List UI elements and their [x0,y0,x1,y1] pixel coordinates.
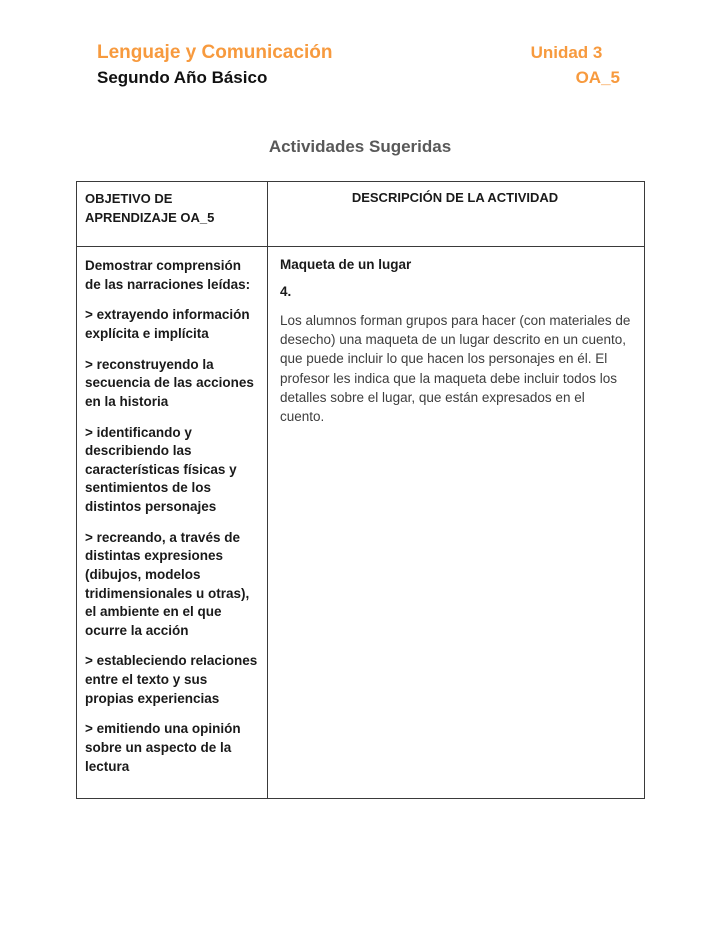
table-header-row [77,182,645,247]
page-title: Actividades Sugeridas [268,137,452,157]
objective-cell [77,247,268,799]
description-column-header: DESCRIPCIÓN DE LA ACTIVIDAD [268,182,645,247]
activity-description: Los alumnos forman grupos para hacer (con materiales de desecho) una maqueta de un lugar descrito en un cuento, que puede incluir lo que hacen los personajes en él. El profesor les indica que la maqueta debe incluir todos los detalles sobre el lugar, que están expresados en el cuento. [280,313,631,424]
objective-item: > recreando, a través de distintas expresiones (dibujos, modelos tridimensionales u otras), el ambiente en el que ocurre la acción [85,529,250,638]
subject-title: Lenguaje y Comunicación [97,42,333,63]
objective-item: > reconstruyendo la secuencia de las acciones en la historia [85,356,254,409]
table-body-row [77,247,645,799]
objective-intro: Demostrar comprensión de las narraciones leídas: [85,258,251,292]
grade-title: Segundo Año Básico [97,67,268,87]
document-header [0,40,720,89]
header-left [97,40,332,89]
objective-column-header: OBJETIVO DE APRENDIZAJE OA_5 [77,182,268,247]
objective-item: > extrayendo información explícita e implícita [85,307,250,341]
objective-item: > estableciendo relaciones entre el texto y sus propias experiencias [85,653,258,706]
objective-item: > emitiendo una opinión sobre un aspecto de la lectura [85,721,241,774]
oa-label: OA_5 [575,67,620,87]
activity-cell [268,247,645,799]
activity-title: Maqueta de un lugar [280,257,412,273]
activities-table [76,181,645,799]
activity-number: 4. [280,284,292,300]
header-right [531,40,620,89]
objective-item: > identificando y describiendo las características físicas y sentimientos de los distintos personajes [85,424,237,514]
unit-label: Unidad 3 [530,43,603,62]
